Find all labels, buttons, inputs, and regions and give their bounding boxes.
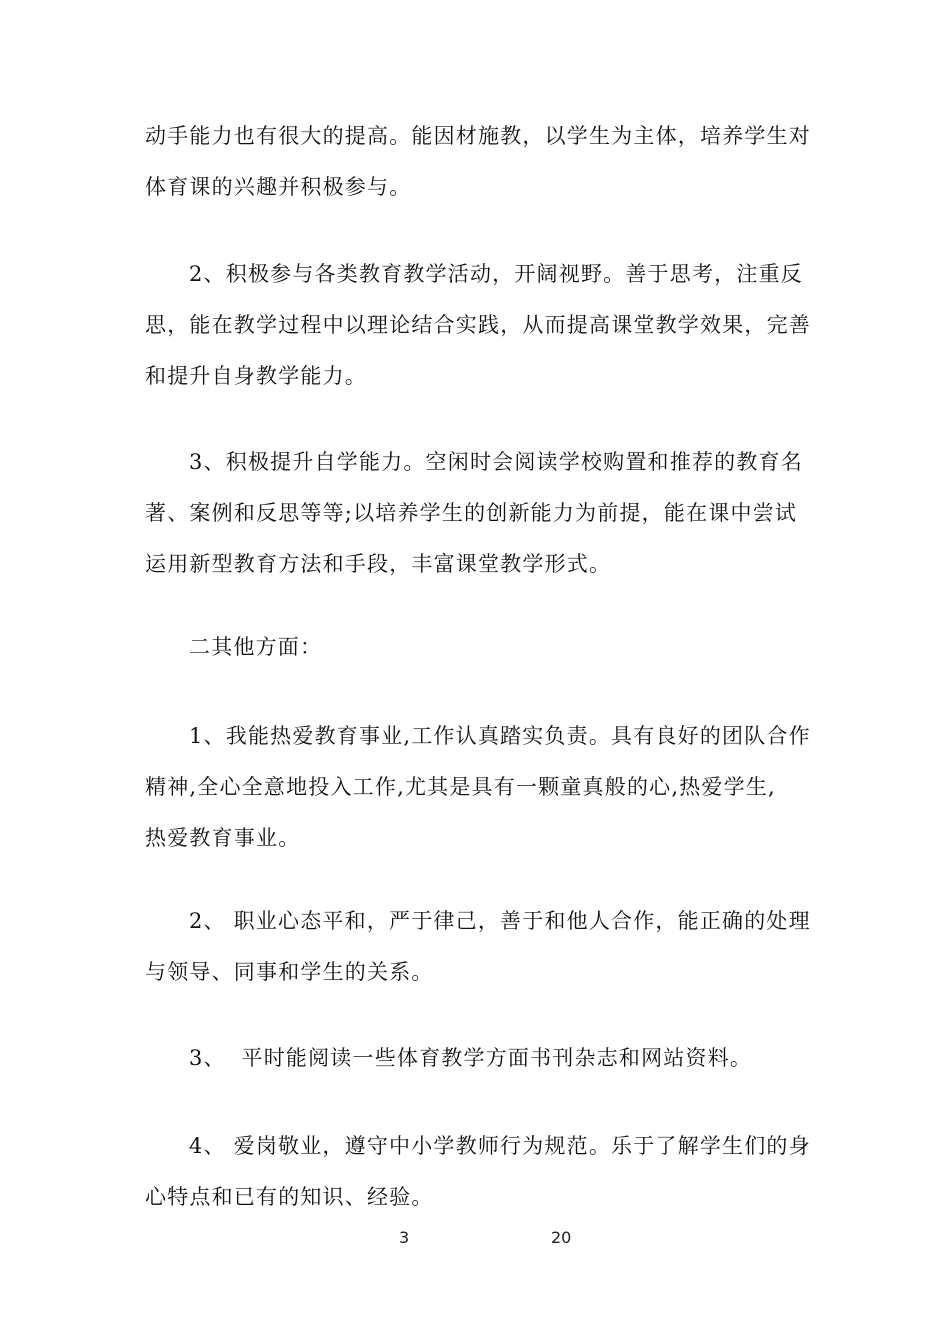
text-line: 思，能在教学过程中以理论结合实践，从而提高课堂教学效果，完善 (145, 313, 811, 337)
text-line: 3、 平时能阅读一些体育教学方面书刊杂志和网站资料。 (189, 1046, 753, 1070)
text-line: 3、积极提升自学能力。空闲时会阅读学校购置和推荐的教育名 (189, 450, 803, 474)
text-line: 2、积极参与各类教育教学活动，开阔视野。善于思考，注重反 (189, 262, 803, 286)
text-line: 运用新型教育方法和手段，丰富课堂教学形式。 (145, 552, 612, 576)
paragraph-continuation (145, 111, 811, 213)
paragraph-item-3 (145, 437, 807, 590)
page-number: 3 (399, 1228, 410, 1247)
paragraph-item-2 (145, 249, 811, 402)
text-line: 二其他方面： (189, 635, 323, 659)
text-line: 1、我能热爱教育事业,工作认真踏实负责。具有良好的团队合作 (189, 724, 811, 748)
text-line: 精神,全心全意地投入工作,尤其是具有一颗童真般的心,热爱学生, (145, 775, 776, 799)
page-total: 20 (551, 1228, 572, 1247)
text-line: 体育课的兴趣并积极参与。 (145, 175, 412, 199)
text-line: 4、 爱岗敬业，遵守中小学教师行为规范。乐于了解学生们的身 (189, 1134, 811, 1158)
text-line: 热爱教育事业。 (145, 826, 301, 850)
paragraph-other-3 (145, 1033, 807, 1084)
paragraph-other-4 (145, 1121, 811, 1223)
text-line: 与领导、同事和学生的关系。 (145, 960, 434, 984)
paragraph-other-2 (145, 896, 811, 998)
section-heading-other (145, 622, 807, 673)
text-line: 心特点和已有的知识、经验。 (145, 1185, 434, 1209)
text-line: 和提升自身教学能力。 (145, 364, 367, 388)
paragraph-other-1 (145, 711, 811, 864)
text-line: 动手能力也有很大的提高。能因材施教，以学生为主体，培养学生对 (145, 124, 811, 148)
text-line: 2、 职业心态平和，严于律己，善于和他人合作，能正确的处理 (189, 909, 811, 933)
text-line: 著、案例和反思等等;以培养学生的创新能力为前提，能在课中尝试 (145, 501, 798, 525)
